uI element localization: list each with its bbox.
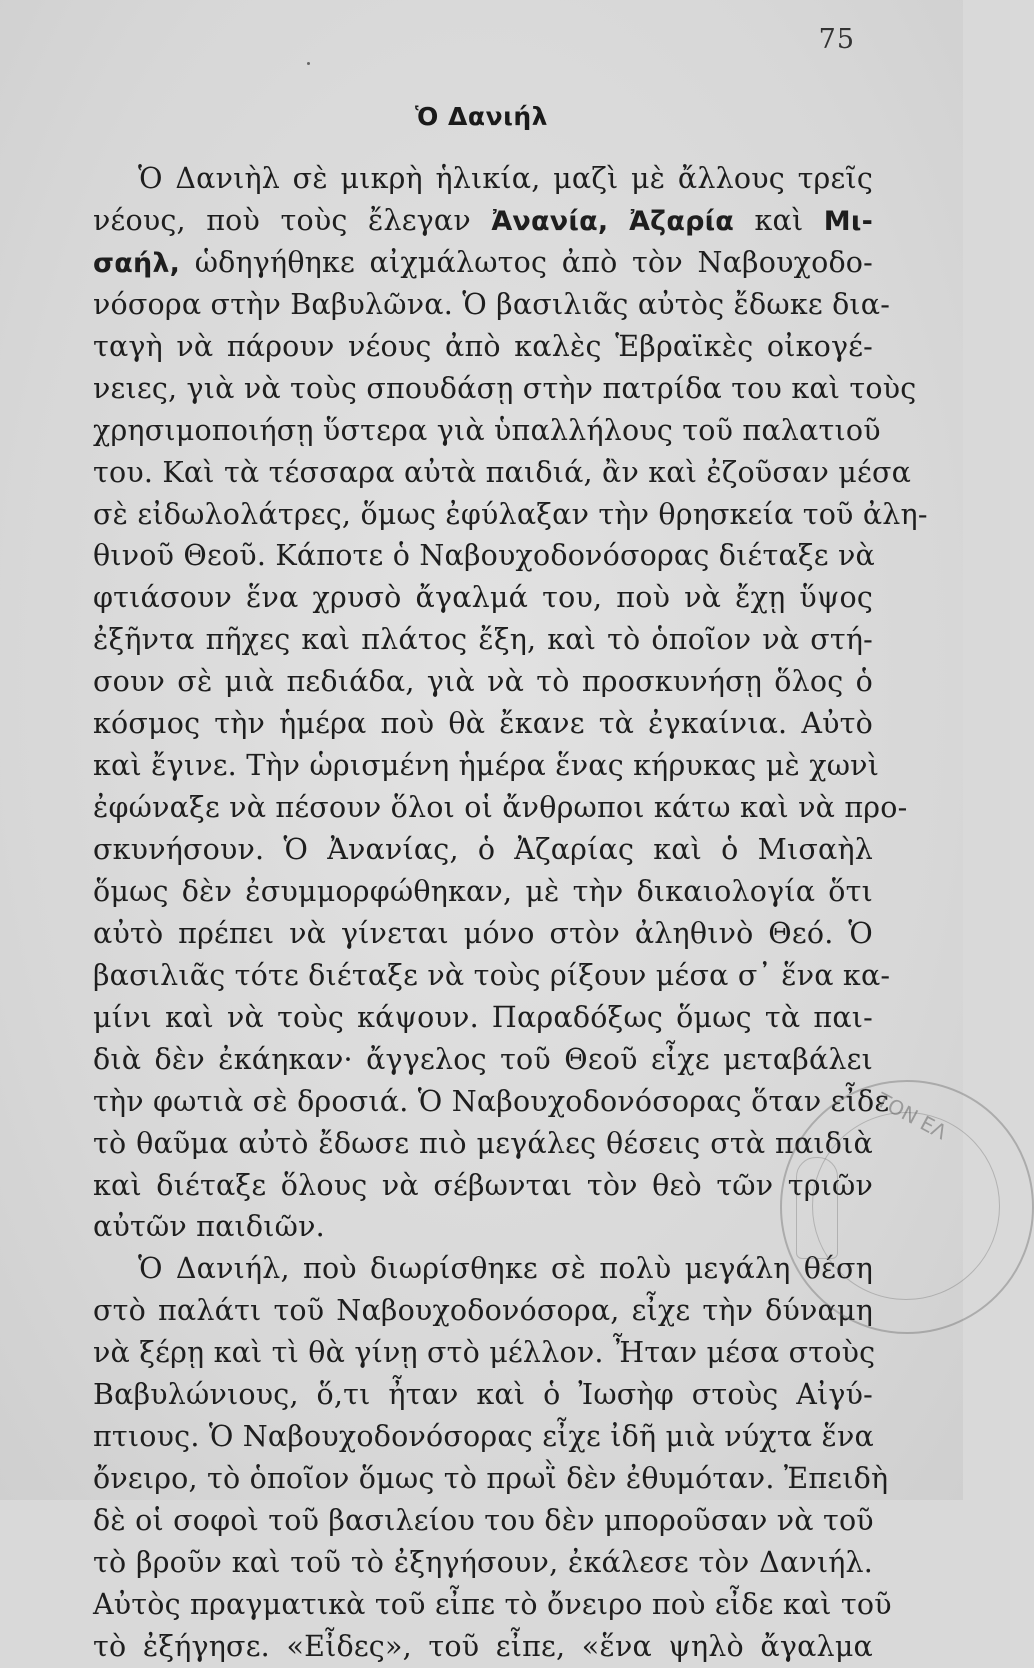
emphasized-name: Ἀνανία, Ἀζαρία [491,205,735,237]
text-line: αὐτῶν παιδιῶν. [93,1210,325,1244]
text-line: νειες, γιὰ νὰ τοὺς σπουδάσῃ στὴν πατρίδα του καὶ τοὺς [93,371,917,405]
text-line: νόσορα στὴν Βαβυλῶνα. Ὁ βασιλιᾶς αὐτὸς ἔδωκε δια- [93,287,891,321]
text-line: Ὁ Δανιὴλ σὲ μικρὴ ἡλικία, μαζὶ μὲ ἄλλους τρεῖς [138,162,873,195]
text-run: καὶ [734,203,824,237]
page-number: 75 [818,24,855,55]
text-line: τὸ βροῦν καὶ τοῦ τὸ ἐξηγήσουν, ἐκάλεσε τὸν Δανιήλ. [93,1545,873,1579]
text-line: πτιους. Ὁ Ναβουχοδονόσορας εἶχε ἰδῆ μιὰ νύχτα ἕνα [93,1420,874,1454]
text-line: τὸ ἐξήγησε. «Εἶδες», τοῦ εἶπε, «ἕνα ψηλὸ ἄγαλμα [93,1629,873,1663]
text-line: Ὁ Δανιήλ, ποὺ διωρίσθηκε σὲ πολὺ μεγάλη θέση [138,1252,873,1286]
text-line: ταγὴ νὰ πάρουν νέους ἀπὸ καλὲς Ἑβραϊκὲς οἰκογέ- [93,329,873,363]
text-line: ἐξῆντα πῆχες καὶ πλάτος ἔξη, καὶ τὸ ὁποῖον νὰ στή- [93,623,873,657]
text-line [93,242,873,284]
text-line: στὸ παλάτι τοῦ Ναβουχοδονόσορα, εἶχε τὴν δύναμη [93,1294,873,1328]
stamp-text: ΤΟΝ ΕΛ [872,1087,951,1145]
text-line: Βαβυλώνιους, ὅ,τι ἦταν καὶ ὁ Ἰωσὴφ στοὺς Αἰγύ- [93,1378,873,1412]
text-line: σκυνήσουν. Ὁ Ἀνανίας, ὁ Ἀζαρίας καὶ ὁ Μισαὴλ [93,833,873,866]
text-line: σουν σὲ μιὰ πεδιάδα, γιὰ νὰ τὸ προσκυνήσῃ ὅλος ὁ [93,665,873,699]
text-line: χρησιμοποιήσῃ ὕστερα γιὰ ὑπαλλήλους τοῦ παλατιοῦ [93,413,881,447]
emphasized-name: σαήλ, [93,247,181,279]
text-line: αὐτὸ πρέπει νὰ γίνεται μόνο στὸν ἀληθινὸ Θεό. Ὁ [93,916,873,950]
text-line: νὰ ξέρῃ καὶ τὶ θὰ γίνῃ στὸ μέλλον. Ἦταν μέσα στοὺς [93,1336,876,1370]
text-line: ὅμως δὲν ἐσυμμορφώθηκαν, μὲ τὴν δικαιολογία ὅτι [93,874,873,908]
text-line: διὰ δὲν ἐκάηκαν· ἄγγελος τοῦ Θεοῦ εἶχε μεταβάλει [93,1042,873,1076]
text-line: καὶ διέταξε ὅλους νὰ σέβωνται τὸν θεὸ τῶν τριῶν [93,1168,873,1202]
text-line: φτιάσουν ἕνα χρυσὸ ἄγαλμά του, ποὺ νὰ ἔχῃ ὕψος [93,581,873,615]
text-run: νέους, ποὺ τοὺς ἔλεγαν [93,203,492,237]
text-line: του. Καὶ τὰ τέσσαρα αὐτὰ παιδιά, ἂν καὶ ἐζοῦσαν μέσα [93,455,912,489]
print-speck [307,62,310,65]
text-line: κόσμος τὴν ἡμέρα ποὺ θὰ ἔκανε τὰ ἐγκαίνια. Αὐτὸ [93,707,873,741]
text-line: τὸ θαῦμα αὐτὸ ἔδωσε πιὸ μεγάλες θέσεις στὰ παιδιὰ [93,1126,873,1160]
text-line: ὄνειρο, τὸ ὁποῖον ὅμως τὸ πρωῒ δὲν ἐθυμόταν. Ἐπειδὴ [93,1462,889,1496]
chapter-title: Ὁ Δανιήλ [415,102,548,131]
text-line: βασιλιᾶς τότε διέταξε νὰ τοὺς ρίξουν μέσα σ᾿ ἕνα κα- [93,958,891,992]
emphasized-name: Μι- [823,205,873,237]
text-line: θινοῦ Θεοῦ. Κάποτε ὁ Ναβουχοδονόσορας διέταξε νὰ [93,539,875,573]
text-line: τὴν φωτιὰ σὲ δροσιά. Ὁ Ναβουχοδονόσορας ὅταν εἶδε [93,1084,890,1118]
text-line: μίνι καὶ νὰ τοὺς κάψουν. Παραδόξως ὅμως τὰ παι- [93,1000,873,1034]
text-line: καὶ ἔγινε. Τὴν ὡρισμένη ἡμέρα ἕνας κήρυκας μὲ χωνὶ [93,749,880,783]
text-line: δὲ οἱ σοφοὶ τοῦ βασιλείου του δὲν μποροῦσαν νὰ τοῦ [93,1504,874,1537]
text-line: ἐφώναξε νὰ πέσουν ὅλοι οἱ ἄνθρωποι κάτω καὶ νὰ προ- [93,791,908,825]
text-line: σὲ εἰδωλολάτρες, ὅμως ἐφύλαξαν τὴν θρησκεία τοῦ ἀλη- [93,497,928,531]
text-line: Αὐτὸς πραγματικὰ τοῦ εἶπε τὸ ὄνειρο ποὺ εἶδε καὶ τοῦ [93,1587,892,1621]
text-run: ὡδηγήθηκε αἰχμάλωτος ἀπὸ τὸν Ναβουχοδο- [180,245,873,279]
text-line [93,200,873,242]
